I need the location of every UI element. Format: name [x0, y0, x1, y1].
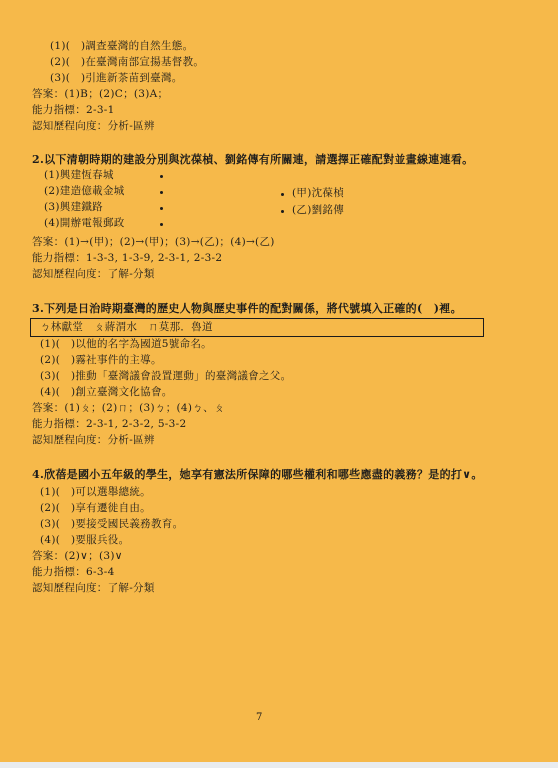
- s1-cognition: 認知歷程向度：分析-區辨: [32, 120, 155, 132]
- s2-right-2: (乙)劉銘傳: [292, 204, 344, 216]
- s4-cognition: 認知歷程向度：了解-分類: [32, 582, 155, 594]
- s2-left-dot-4: [160, 223, 163, 226]
- s3-indicator: 能力指標：2-3-1, 2-3-2, 5-3-2: [32, 418, 187, 430]
- scan-bottom-edge: [0, 762, 558, 768]
- s2-cognition: 認知歷程向度：了解-分類: [32, 268, 155, 280]
- s4-answer: 答案：(2)∨；(3)∨: [32, 550, 123, 562]
- s3-item-4: (4)( )創立臺灣文化協會。: [40, 386, 173, 398]
- s2-left-4: (4)開辦電報郵政: [44, 217, 125, 229]
- s2-answer: 答案：(1)→(甲)；(2)→(甲)；(3)→(乙)；(4)→(乙): [32, 236, 275, 248]
- s3-item-2: (2)( )霧社事件的主導。: [40, 354, 162, 366]
- s4-question: 4.欣蓓是國小五年級的學生，她享有憲法所保障的哪些權利和哪些應盡的義務？是的打∨。: [32, 468, 483, 481]
- s2-left-1: (1)興建恆春城: [44, 169, 114, 181]
- s2-left-dot-2: [160, 191, 163, 194]
- s3-cognition: 認知歷程向度：分析-區辨: [32, 434, 155, 446]
- s1-item-1: (1)( )調查臺灣的自然生態。: [50, 40, 194, 52]
- s2-question: 2.以下清朝時期的建設分別與沈葆楨、劉銘傳有所關連，請選擇正確配對並畫線連連看。: [32, 153, 474, 166]
- s3-item-3: (3)( )推動「臺灣議會設置運動」的臺灣議會之父。: [40, 370, 292, 382]
- s2-right-1: (甲)沈葆楨: [292, 187, 344, 199]
- s1-answer: 答案：(1)B；(2)C；(3)A；: [32, 88, 169, 100]
- s1-item-2: (2)( )在臺灣南部宣揚基督教。: [50, 56, 205, 68]
- s4-item-2: (2)( )享有遷徙自由。: [40, 502, 151, 514]
- s2-left-3: (3)興建鐵路: [44, 201, 103, 213]
- s4-indicator: 能力指標：6-3-4: [32, 566, 115, 578]
- s3-question: 3.下列是日治時期臺灣的歷史人物與歷史事件的配對關係，將代號填入正確的( )裡。: [32, 302, 462, 315]
- s2-right-dot-2: [281, 210, 284, 213]
- s4-item-3: (3)( )要接受國民義務教育。: [40, 518, 184, 530]
- s4-item-1: (1)( )可以選舉總統。: [40, 486, 151, 498]
- s1-indicator: 能力指標：2-3-1: [32, 104, 115, 116]
- s2-left-2: (2)建造億載金城: [44, 185, 125, 197]
- s3-item-1: (1)( )以他的名字為國道5號命名。: [40, 338, 212, 350]
- s4-item-4: (4)( )要服兵役。: [40, 534, 130, 546]
- s3-options: ㄅ林獻堂 ㄆ蔣渭水 ㄇ莫那．魯道: [40, 321, 213, 333]
- s3-answer: 答案：(1)ㄆ；(2)ㄇ；(3)ㄅ；(4)ㄅ、ㄆ: [32, 402, 225, 414]
- s2-left-dot-1: [160, 175, 163, 178]
- s2-left-dot-3: [160, 207, 163, 210]
- s2-indicator: 能力指標：1-3-3, 1-3-9, 2-3-1, 2-3-2: [32, 252, 223, 264]
- s1-item-3: (3)( )引進新茶苗到臺灣。: [50, 72, 183, 84]
- s2-right-dot-1: [281, 193, 284, 196]
- page-number: 7: [256, 712, 263, 723]
